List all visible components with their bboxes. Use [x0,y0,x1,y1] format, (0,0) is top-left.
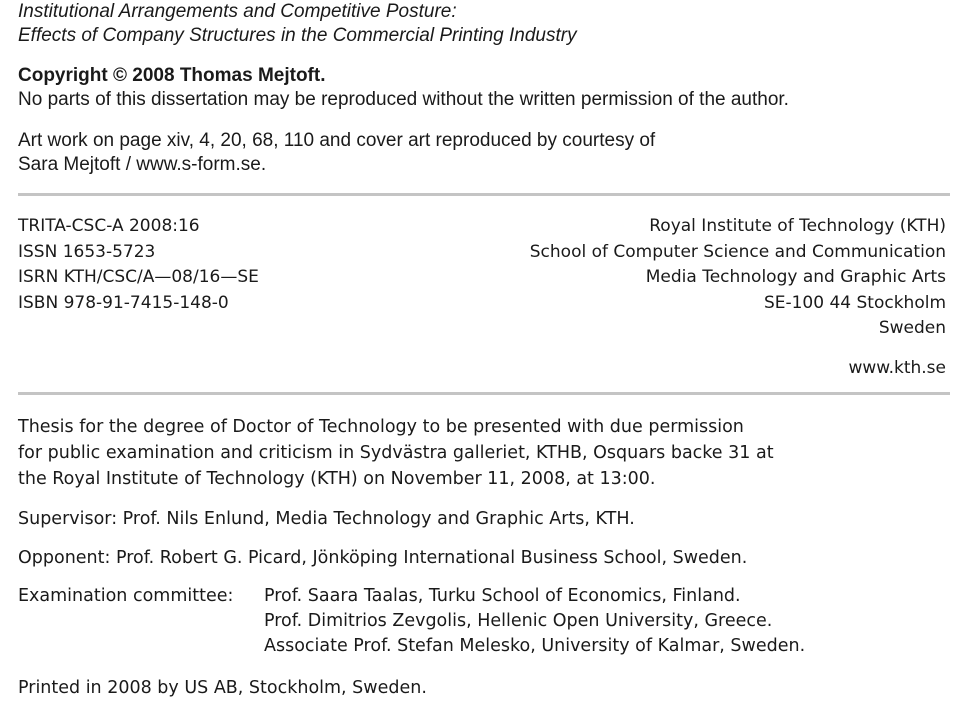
artwork-credit-line: Sara Mejtoft / www.s-form.se. [18,154,267,175]
thesis-line: Thesis for the degree of Doctor of Technology to be presented with due permission [18,417,744,437]
publication-identifiers [18,214,259,316]
committee-member: Prof. Saara Taalas, Turku School of Economics, Finland. [264,586,741,606]
divider [18,193,950,196]
supervisor-line: Supervisor: Prof. Nils Enlund, Media Technology and Graphic Arts, KTH. [18,509,635,529]
title-line: Institutional Arrangements and Competitive Posture: [18,1,457,22]
institution-line: Media Technology and Graphic Arts [645,267,946,287]
committee-row [18,609,805,634]
thesis-line: the Royal Institute of Technology (KTH) on November 11, 2008, at 13:00. [18,469,656,489]
dissertation-title [18,0,918,48]
printer-line: Printed in 2008 by US AB, Stockholm, Sweden. [18,678,427,698]
institution-line: Royal Institute of Technology (KTH) [649,216,946,236]
institution-line: School of Computer Science and Communication [529,241,946,262]
committee-member: Associate Prof. Stefan Melesko, University of Kalmar, Sweden. [264,636,806,656]
isrn-number: ISRN KTH/CSC/A—08/16—SE [18,267,259,287]
committee-member: Prof. Dimitrios Zevgolis, Hellenic Open University, Greece. [264,611,773,631]
thesis-line: for public examination and criticism in Sydvästra galleriet, KTHB, Osquars backe 31 at [18,443,774,463]
institution-website: www.kth.se [848,358,946,378]
institution-address [530,214,946,342]
institution-line: Sweden [878,318,946,338]
committee-row [18,584,805,609]
issn-number: ISSN 1653-5723 [18,241,156,262]
committee-label: Examination committee: [18,586,234,606]
artwork-credit-line: Art work on page xiv, 4, 20, 68, 110 and cover art reproduced by courtesy of [18,130,656,151]
committee-label-spacer [18,609,264,634]
opponent-line: Opponent: Prof. Robert G. Picard, Jönköping International Business School, Sweden. [18,548,748,568]
examination-committee [18,584,805,659]
divider [18,392,950,395]
isbn-number: ISBN 978-91-7415-148-0 [18,292,229,313]
subtitle-line: Effects of Company Structures in the Commercial Printing Industry [18,25,577,46]
copyright-section [18,64,918,112]
artwork-credit [18,129,918,177]
committee-label-spacer [18,634,264,659]
committee-row [18,634,805,659]
institution-line: SE-100 44 Stockholm [763,292,946,313]
thesis-statement [18,414,774,492]
trita-number: TRITA-CSC-A 2008:16 [18,216,200,236]
permission-notice: No parts of this dissertation may be reproduced without the written permission of the author. [18,89,789,110]
copyright-notice: Copyright © 2008 Thomas Mejtoft. [18,65,326,86]
